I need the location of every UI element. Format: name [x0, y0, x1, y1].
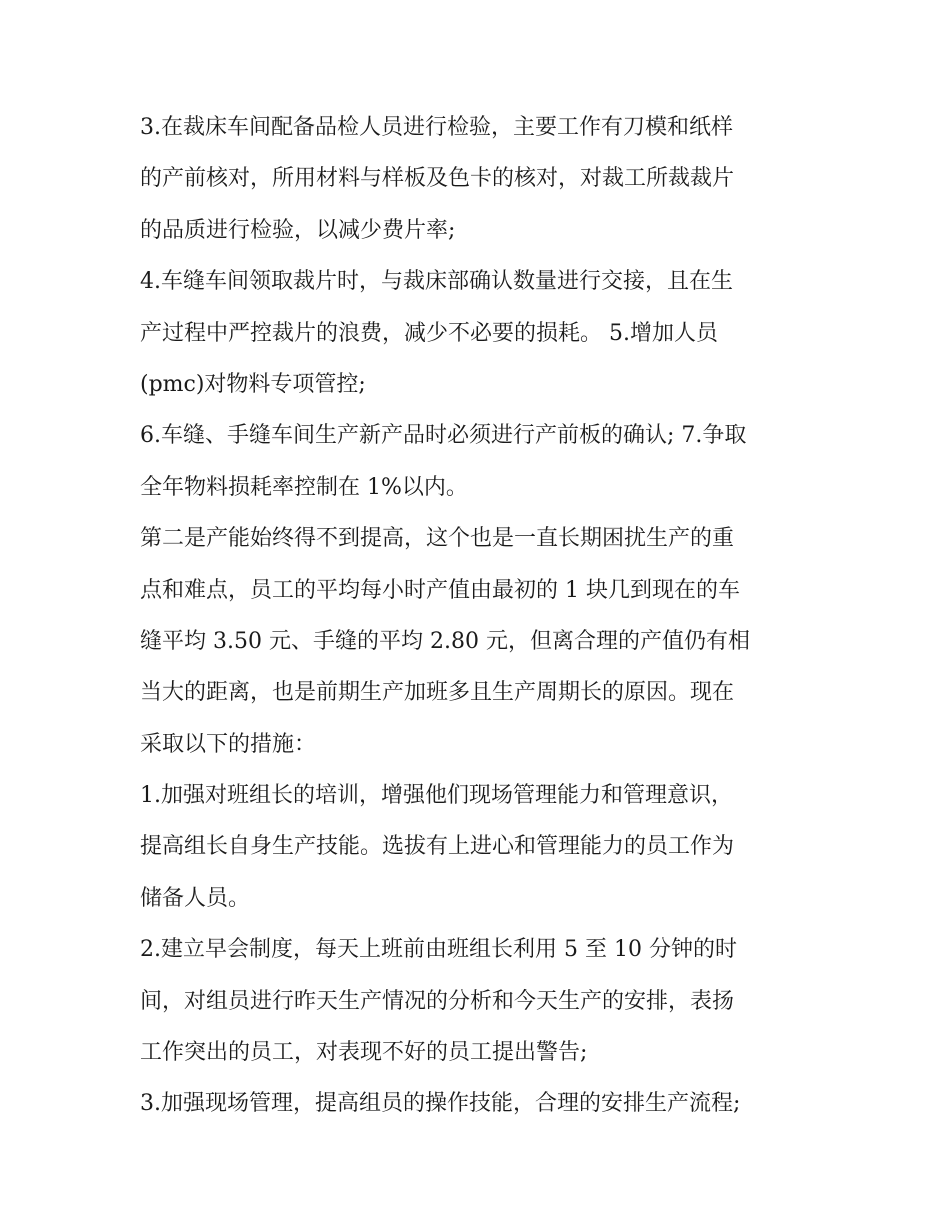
paragraph-sewing-handover: [140, 256, 812, 410]
text-line: 工作突出的员工，对表现不好的员工提出警告;: [140, 1040, 588, 1066]
text-line: 2.建立早会制度，每天上班前由班组长利用 5 至 10 分钟的时: [140, 937, 737, 963]
document-body: [140, 102, 812, 1130]
text-line: 缝平均 3.50 元、手缝的平均 2.80 元，但离合理的产值仍有相: [140, 628, 750, 654]
paragraph-leader-training: [140, 770, 812, 924]
paragraph-morning-meeting: [140, 924, 812, 1078]
text-line: 储备人员。: [140, 885, 251, 911]
paragraph-site-management: [140, 1078, 812, 1129]
text-line: 全年物料损耗率控制在 1%以内。: [140, 474, 468, 500]
text-line: 间，对组员进行昨天生产情况的分析和今天生产的安排，表扬: [140, 988, 735, 1014]
paragraph-cutting-inspection: [140, 102, 812, 256]
text-line: 6.车缝、手缝车间生产新产品时必须进行产前板的确认; 7.争取: [140, 423, 747, 449]
paragraph-preproduction-confirmation: [140, 410, 812, 513]
paragraph-capacity-issue: [140, 513, 812, 770]
text-line: 的品质进行检验，以减少费片率;: [140, 217, 456, 243]
text-line: 的产前核对，所用材料与样板及色卡的核对，对裁工所裁裁片: [140, 166, 735, 192]
text-line: 3.加强现场管理，提高组员的操作技能，合理的安排生产流程;: [140, 1091, 741, 1117]
text-line: (pmc)对物料专项管控;: [140, 371, 366, 397]
text-line: 采取以下的措施：: [140, 731, 317, 757]
text-line: 点和难点，员工的平均每小时产值由最初的 1 块几到现在的车: [140, 577, 740, 603]
text-line: 3.在裁床车间配备品检人员进行检验，主要工作有刀模和纸样: [140, 115, 733, 140]
text-line: 产过程中严控裁片的浪费，减少不必要的损耗。 5.增加人员: [140, 320, 718, 346]
text-line: 提高组长自身生产技能。选拔有上进心和管理能力的员工作为: [140, 834, 735, 860]
text-line: 4.车缝车间领取裁片时，与裁床部确认数量进行交接，且在生: [140, 269, 733, 295]
text-line: 第二是产能始终得不到提高，这个也是一直长期困扰生产的重: [140, 526, 735, 552]
text-line: 当大的距离，也是前期生产加班多且生产周期长的原因。现在: [140, 680, 735, 706]
text-line: 1.加强对班组长的培训，增强他们现场管理能力和管理意识，: [140, 783, 733, 809]
